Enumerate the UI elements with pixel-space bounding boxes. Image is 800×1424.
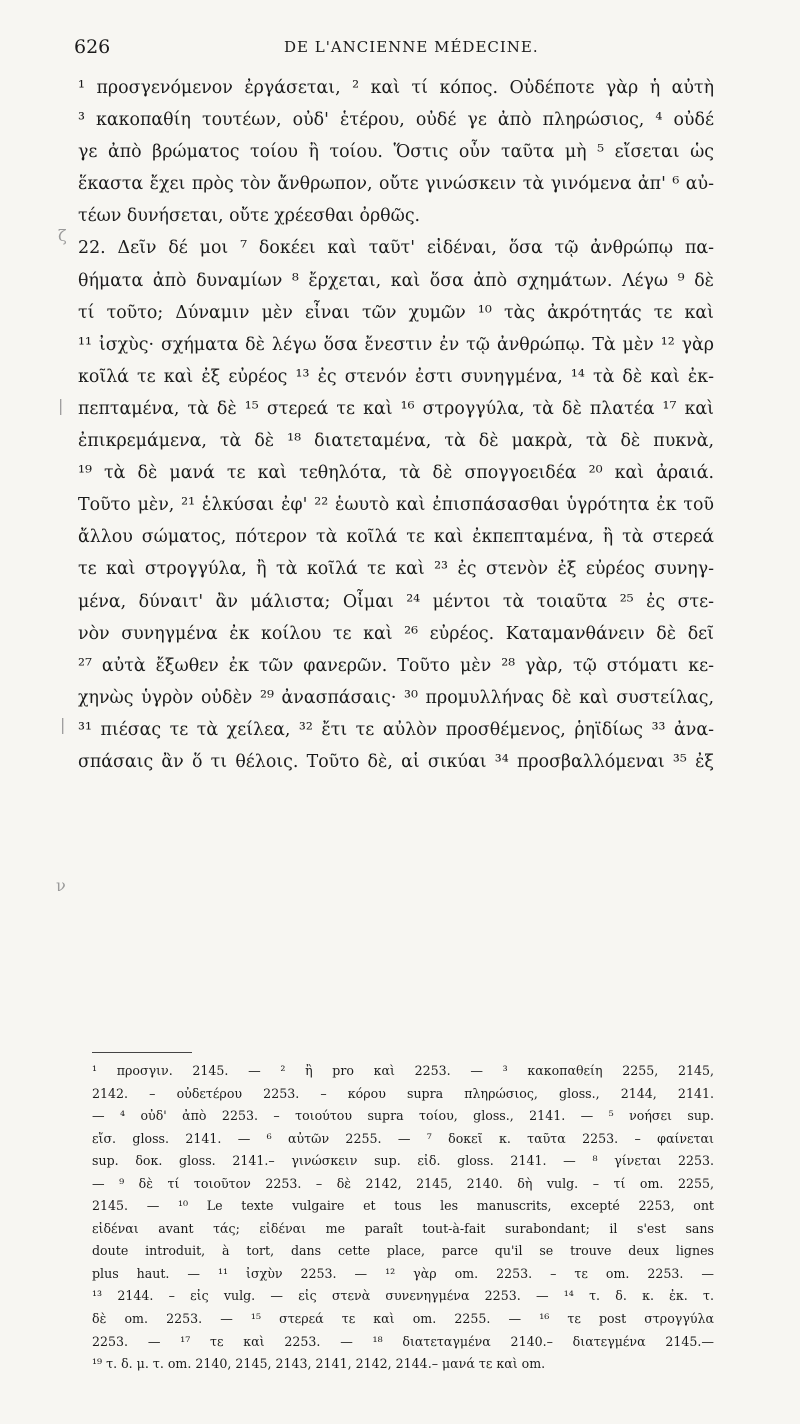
footnote-line: ¹ προσγιν. 2145. — ² ἢ pro καὶ 2253. — ³ κακοπαθείη 2255, 2145, [92,1063,714,1078]
footnote-separator [92,1052,192,1053]
footnote-line: 2145. — ¹⁰ Le texte vulgaire et tous les manuscrits, excepté 2253, ont [92,1198,714,1214]
footnote-line: εἴσ. gloss. 2141. — ⁶ αὐτῶν 2255. — ⁷ δοκεῖ κ. ταῦτα 2253. – φαίνεται [92,1130,714,1146]
text-line: ¹⁹ τὰ δὲ μανά τε καὶ τεθηλότα, τὰ δὲ σπογγοειδέα ²⁰ καὶ ἀραιά. [78,463,714,484]
footnote-line: — ⁹ δὲ τί τοιοῦτον 2253. – δὲ 2142, 2145, 2140. δὴ vulg. – τί om. 2255, [92,1175,714,1191]
text-line: ἐπικρεμάμενα, τὰ δὲ ¹⁸ διατεταμένα, τὰ δὲ μακρὰ, τὰ δὲ πυκνὰ, [78,431,714,452]
text-line: ³ κακοπαθίη τουτέων, οὐδ' ἑτέρου, οὐδέ γε ἀπὸ πληρώσιος, ⁴ οὐδέ [78,110,714,131]
text-line: Τοῦτο μὲν, ²¹ ἑλκύσαι ἐφ' ²² ἑωυτὸ καὶ ἐπισπάσασθαι ὑγρότητα ἐκ τοῦ [78,495,714,516]
text-line: τί τοῦτο; Δύναμιν μὲν εἶναι τῶν χυμῶν ¹⁰ τὰς ἀκρότητάς τε καὶ [78,302,714,323]
footnotes [92,1060,714,1376]
footnote-line: ¹³ 2144. – εἰς vulg. — εἰς στενὰ συνενηγμένα 2253. — ¹⁴ τ. δ. κ. ἐκ. τ. [92,1288,714,1304]
text-line: χηνὼς ὑγρὸν οὐδὲν ²⁹ ἀνασπάσαις· ³⁰ προμυλλήνας δὲ καὶ συστείλας, [78,687,714,708]
footnote-line: δὲ om. 2253. — ¹⁵ στερεά τε καὶ om. 2255. — ¹⁶ τε post στρογγύλα [92,1311,714,1327]
text-line: νὸν συνηγμένα ἐκ κοίλου τε καὶ ²⁶ εὐρέος. Καταμανθάνειν δὲ δεῖ [78,623,714,644]
text-line: ἕκαστα ἔχει πρὸς τὸν ἄνθρωπον, οὔτε γινώσκειν τὰ γινόμενα ἀπ' ⁶ αὐ- [78,174,714,195]
margin-mark: | [58,396,64,415]
margin-mark: ν [56,876,66,895]
footnote-line: plus haut. — ¹¹ ἰσχὺν 2253. — ¹² γὰρ om. 2253. – τε om. 2253. — [92,1265,714,1281]
text-line: κοῖλά τε καὶ ἐξ εὐρέος ¹³ ἐς στενόν ἐστι συνηγμένα, ¹⁴ τὰ δὲ καὶ ἐκ- [78,366,714,387]
text-line: ¹ προσγενόμενον ἐργάσεται, ² καὶ τί κόπος. Οὐδέποτε γὰρ ἡ αὐτὴ [78,78,714,98]
text-line: σπάσαις ἂν ὅ τι θέλοις. Τοῦτο δὲ, αἱ σικύαι ³⁴ προσβαλλόμεναι ³⁵ ἐξ [78,751,714,772]
text-line: τε καὶ στρογγύλα, ἢ τὰ κοῖλά τε καὶ ²³ ἐς στενὸν ἐξ εὐρέος συνηγ- [78,559,714,580]
footnote-line: — ⁴ οὐδ' ἀπὸ 2253. – τοιούτου supra τοίου, gloss., 2141. — ⁵ νοήσει sup. [92,1108,714,1124]
page-number: 626 [74,36,111,58]
footnote-line: 2142. – οὐδετέρου 2253. – κόρου supra πληρώσιος, gloss., 2144, 2141. [92,1085,714,1101]
footnote-line: εἰδέναι avant τάς; εἰδέναι me paraît tout-à-fait surabondant; il s'est sans [92,1220,714,1236]
margin-mark: ζ [58,226,67,245]
text-line: μένα, δύναιτ' ἂν μάλιστα; Οἶμαι ²⁴ μέντοι τὰ τοιαῦτα ²⁵ ἐς στε- [78,591,714,612]
running-title: DE L'ANCIENNE MÉDECINE. [284,38,539,56]
footnote-line: 2253. — ¹⁷ τε καὶ 2253. — ¹⁸ διατεταγμένα 2140.– διατεγμένα 2145.— [92,1333,714,1349]
text-line: ³¹ πιέσας τε τὰ χείλεα, ³² ἔτι τε αὐλὸν προσθέμενος, ῥηϊδίως ³³ ἀνα- [78,719,714,740]
text-line: ²⁷ αὐτὰ ἔξωθεν ἐκ τῶν φανερῶν. Τοῦτο μὲν ²⁸ γὰρ, τῷ στόματι κε- [78,655,714,676]
text-line: πεπταμένα, τὰ δὲ ¹⁵ στερεά τε καὶ ¹⁶ στρογγύλα, τὰ δὲ πλατέα ¹⁷ καὶ [78,398,714,419]
text-line: ¹¹ ἰσχὺς· σχήματα δὲ λέγω ὅσα ἔνεστιν ἐν τῷ ἀνθρώπῳ. Τὰ μὲν ¹² γὰρ [78,334,714,355]
footnote-line: ¹⁹ τ. δ. μ. τ. om. 2140, 2145, 2143, 2141, 2142, 2144.– μανά τε καὶ om. [92,1356,546,1372]
margin-mark: | [60,715,66,734]
text-line: 22. Δεῖν δέ μοι ⁷ δοκέει καὶ ταῦτ' εἰδέναι, ὅσα τῷ ἀνθρώπῳ πα- [78,238,714,259]
main-text [78,72,714,778]
text-line: γε ἀπὸ βρώματος τοίου ἢ τοίου. Ὅστις οὖν ταῦτα μὴ ⁵ εἴσεται ὡς [78,142,714,163]
page-header [0,36,800,66]
footnote-line: sup. δοκ. gloss. 2141.– γινώσκειν sup. εἰδ. gloss. 2141. — ⁸ γίνεται 2253. [92,1153,714,1169]
footnote-line: doute introduit, à tort, dans cette place, parce qu'il se trouve deux lignes [92,1243,714,1259]
text-line: τέων δυνήσεται, οὔτε χρέεσθαι ὀρθῶς. [78,206,421,227]
text-line: ἄλλου σώματος, πότερον τὰ κοῖλά τε καὶ ἐκπεπταμένα, ἢ τὰ στερεά [78,527,714,548]
text-line: θήματα ἀπὸ δυναμίων ⁸ ἔρχεται, καὶ ὅσα ἀπὸ σχημάτων. Λέγω ⁹ δὲ [78,270,714,291]
